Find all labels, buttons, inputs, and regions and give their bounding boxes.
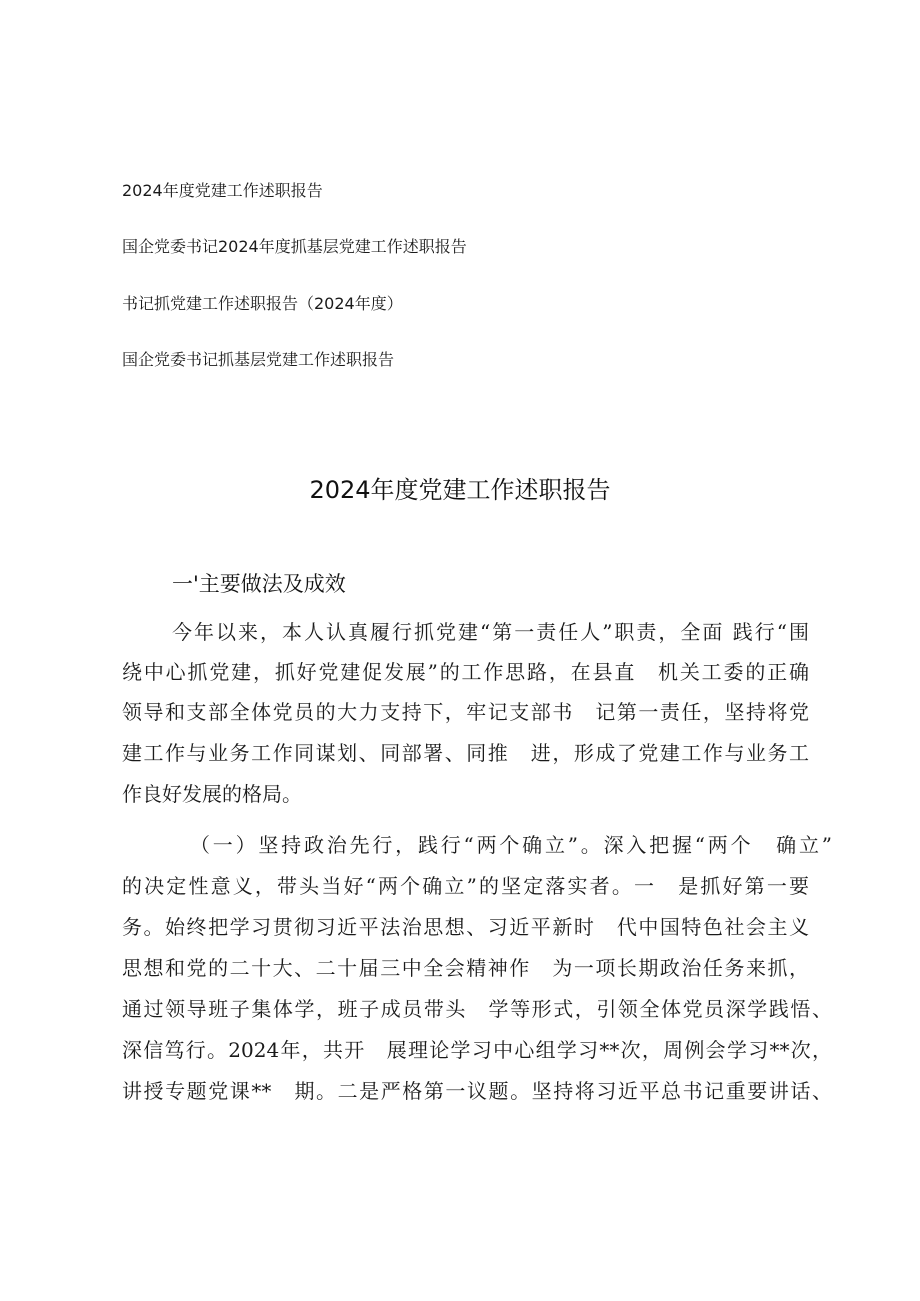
paragraph-line: 讲授专题党课** 期。二是严格第一议题。坚持将习近平总书记重要讲话、 <box>122 1079 832 1103</box>
paragraph-line: 深信笃行。2024年，共开 展理论学习中心组学习**次，周例会学习**次， <box>122 1038 832 1062</box>
paragraph-line: 绕中心抓党建，抓好党建促发展”的工作思路，在县直 机关工委的正确 <box>122 660 809 684</box>
toc-item-2: 国企党委书记2024年度抓基层党建工作述职报告 <box>122 237 467 256</box>
toc-item-4: 国企党委书记抓基层党建工作述职报告 <box>122 350 395 369</box>
toc-item-3: 书记抓党建工作述职报告（2024年度） <box>122 294 403 313</box>
paragraph-line: 务。始终把学习贯彻习近平法治思想、习近平新时 代中国特色社会主义 <box>122 915 809 939</box>
paragraph-line: 今年以来，本人认真履行抓党建“第一责任人”职责，全面 践行“围 <box>172 620 809 644</box>
paragraph-line: 通过领导班子集体学，班子成员带头 学等形式，引领全体党员深学践悟、 <box>122 997 832 1021</box>
toc-item-1: 2024年度党建工作述职报告 <box>122 181 323 200</box>
paragraph-line: 作良好发展的格局。 <box>122 782 302 806</box>
paragraph-line: 领导和支部全体党员的大力支持下，牢记支部书 记第一责任，坚持将党 <box>122 700 809 724</box>
paragraph-line: 建工作与业务工作同谋划、同部署、同推 进，形成了党建工作与业务工 <box>122 741 809 765</box>
paragraph-line: 的决定性意义，带头当好“两个确立”的坚定落实者。一 是抓好第一要 <box>122 874 809 898</box>
paragraph-line: （一）坚持政治先行，践行“两个确立”。深入把握“两个 确立” <box>190 833 832 857</box>
document-title: 2024年度党建工作述职报告 <box>309 476 611 504</box>
paragraph-line: 思想和党的二十大、二十届三中全会精神作 为一项长期政治任务来抓， <box>122 956 809 980</box>
section-heading: 一'主要做法及成效 <box>172 572 346 596</box>
